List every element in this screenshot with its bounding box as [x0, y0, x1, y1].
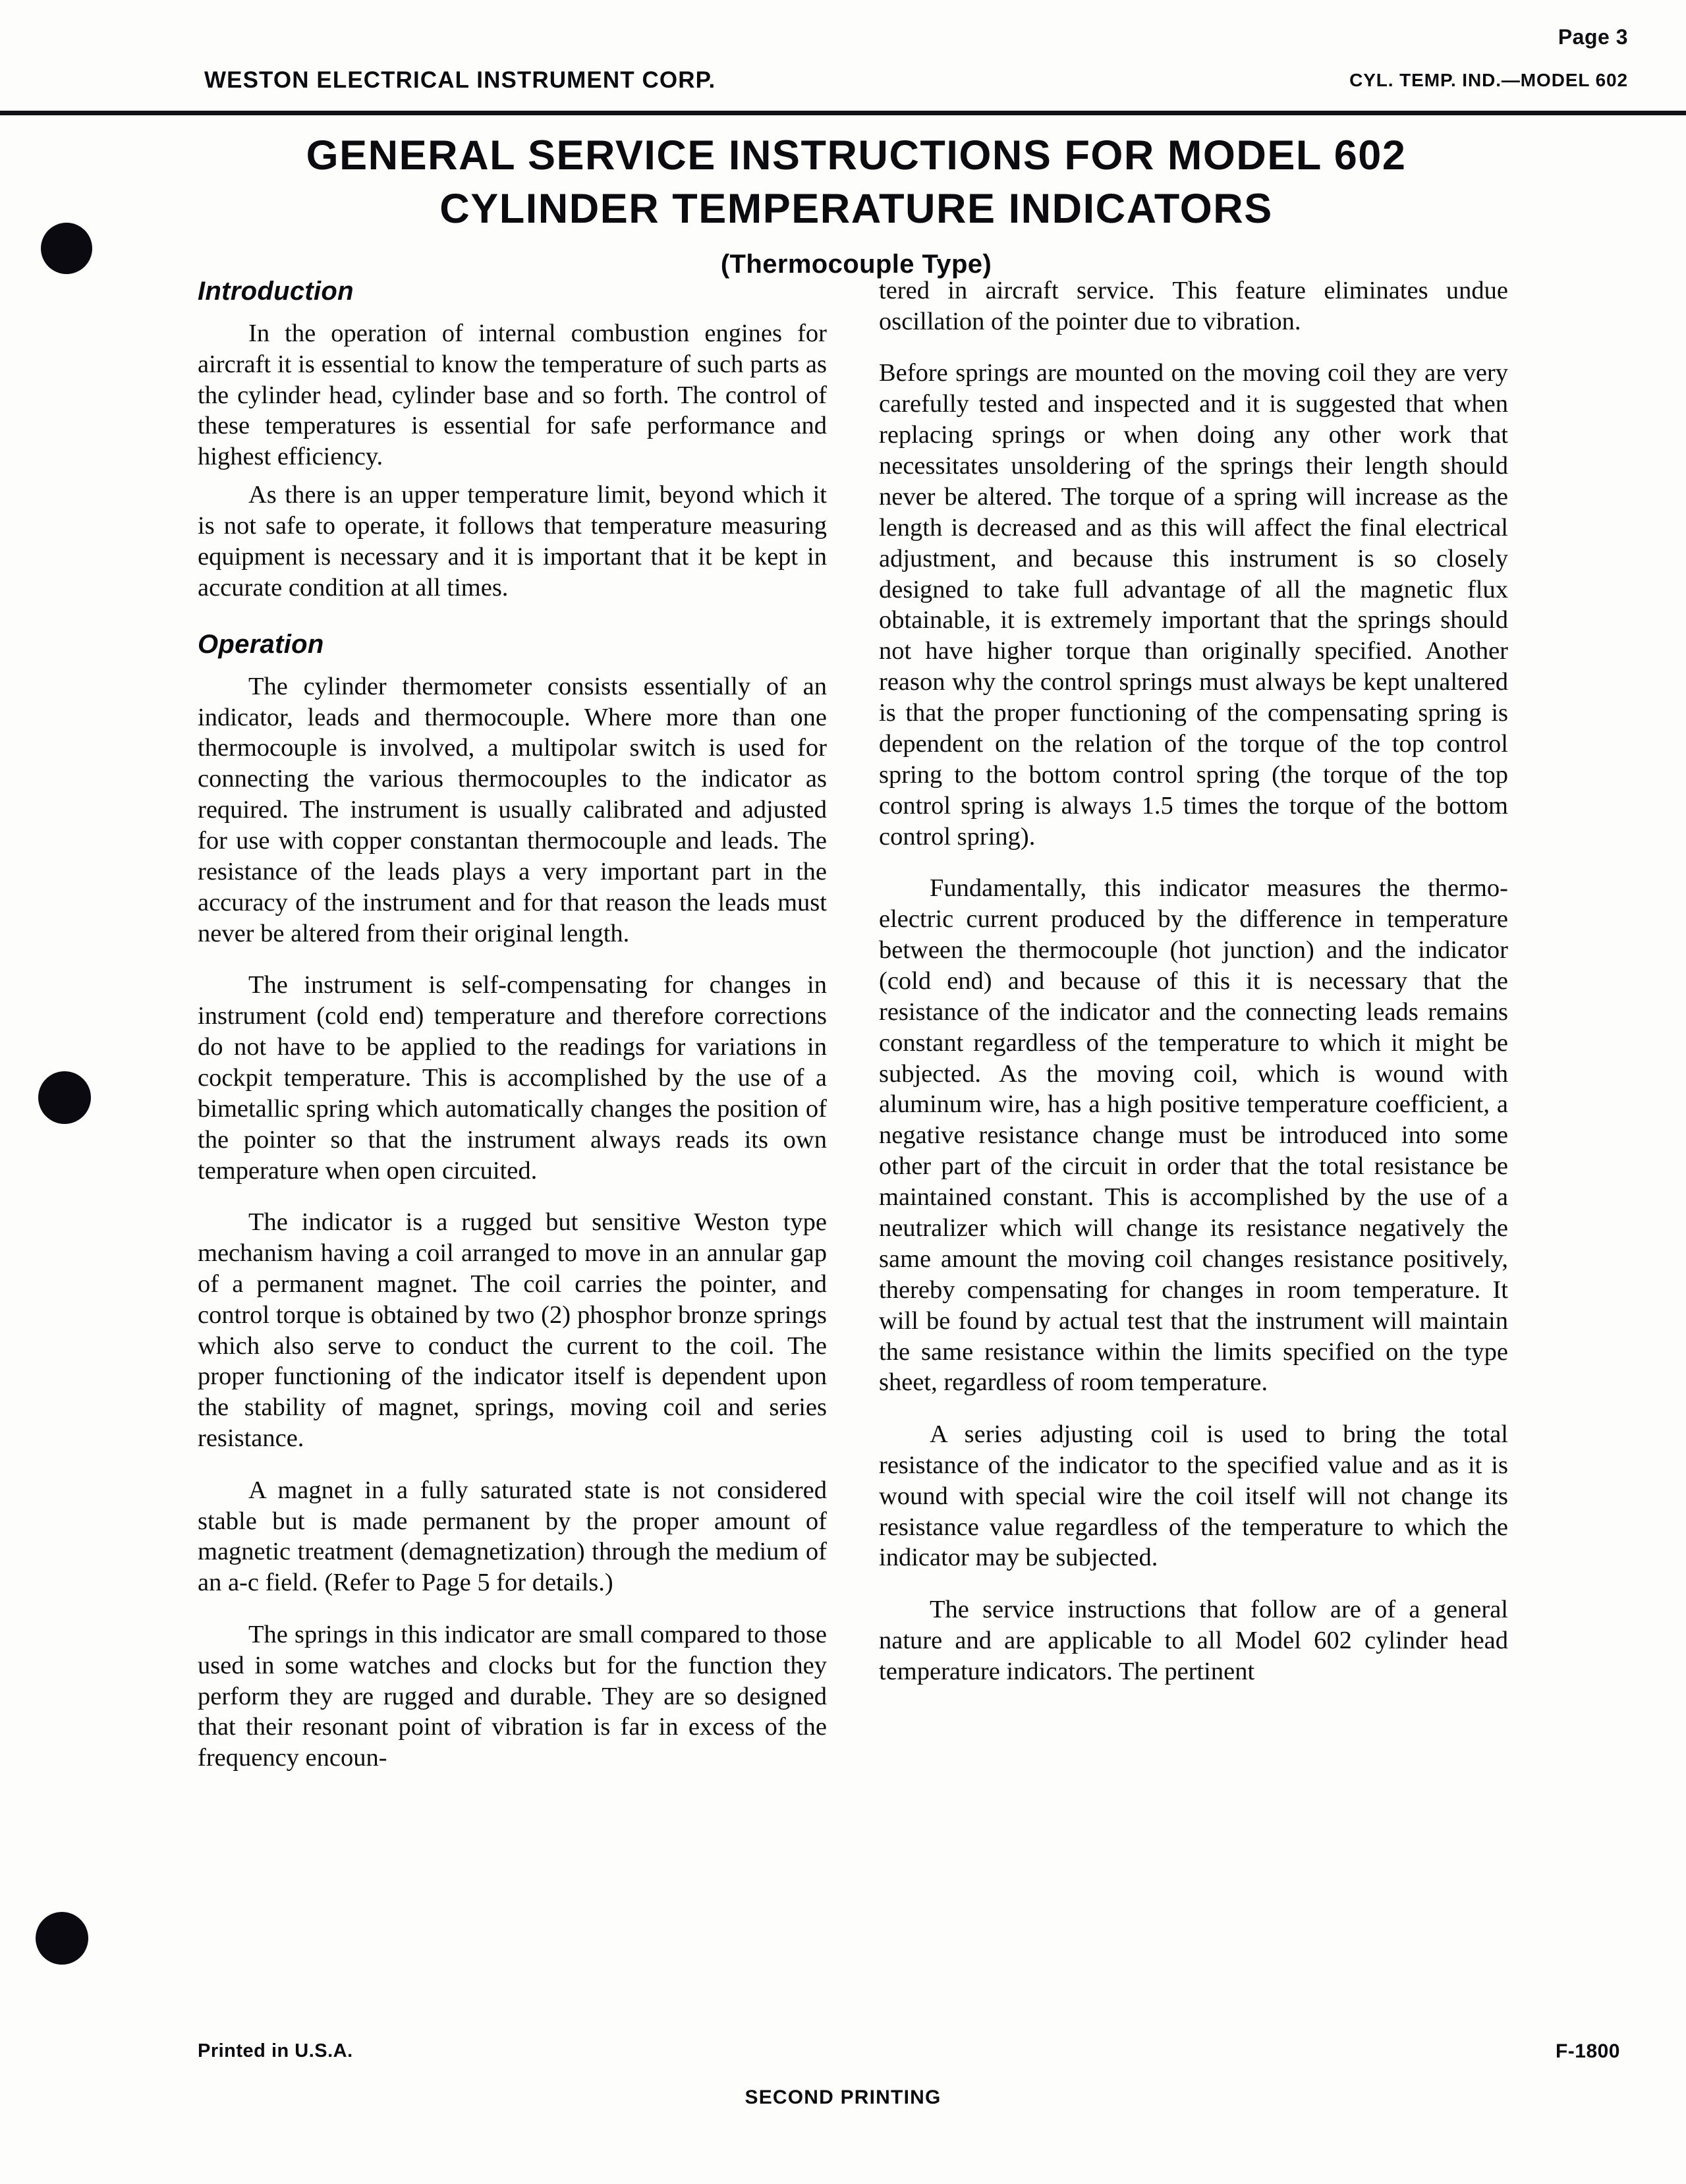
paragraph: The indicator is a rugged but sensitive Weston type mechanism having a coil arranged to move in an annular gap of a permanent magnet. The coil carries the pointer, and control torque is obtained by two (2) phosphor bronze springs which also serve to conduct the current to the coil. The proper functioning of the indicator itself is dependent upon the stability of magnet, springs, moving coil and series resistance.: [198, 1208, 827, 1453]
page-footer: [0, 2040, 1686, 2119]
punch-hole-icon: [38, 1071, 91, 1124]
paragraph: A series adjusting coil is used to bring the total resistance of the indicator to the specified value and as it is wound with special wire the coil itself will not change its resistance value regardless of the temperature to which the indicator may be subjected.: [879, 1420, 1508, 1572]
header-rule: [0, 111, 1686, 115]
paragraph: As there is an upper temperature limit, beyond which it is not safe to operate, it follows that temperature measuring equipment is necessary and it is important that it be kept in accurate condition at all times.: [198, 480, 827, 602]
column-right: [879, 275, 1508, 1774]
article-body: [198, 275, 1509, 1774]
section-heading-introduction: Introduction: [198, 277, 354, 306]
paragraph: The cylinder thermometer consists essentially of an indicator, leads and thermocouple. Where more than one thermocouple is involved, a multipolar switch is used for connecting the various thermocouples to the indicator as required. The instrument is usually calibrated and adjusted for use with copper constantan thermocouple and leads. The resistance of the leads plays a very important part in the accuracy of the instrument and for that reason the leads must never be altered from their original length.: [198, 672, 827, 947]
paragraph: Before springs are mounted on the moving coil they are very carefully tested and inspected and it is suggested that when replacing springs or when doing any other work that necessitates unsoldering of the springs their length should never be altered. The torque of a spring will increase as the length is decreased and as this will affect the final electrical adjustment, and because this instrument is so closely designed to take full advantage of all the magnetic flux obtainable, it is extremely important that the springs should not have higher torque than originally specified. Another reason why the control springs must always be kept unaltered is that the proper functioning of the compensating spring is dependent on the relation of the torque of the top control spring to the bottom control spring (the torque of the top control spring is always 1.5 times the torque of the bottom control spring).: [879, 359, 1508, 851]
document-reference: CYL. TEMP. IND.—MODEL 602: [1349, 70, 1628, 90]
paragraph: The service instructions that follow are of a general nature and are applicable to all Model 602 cylinder head temperature indicators. The pertinent: [879, 1595, 1508, 1685]
section-heading-operation: Operation: [198, 629, 324, 659]
paragraph: A magnet in a fully saturated state is not considered stable but is made permanent by the proper amount of magnetic treatment (demagnetization) through the medium of an a-c field. (Refer to Page 5 for details.): [198, 1476, 827, 1597]
paragraph: The springs in this indicator are small compared to those used in some watches and clocks but for the function they perform they are rugged and durable. They are so designed that their resonant point of vibration is far in excess of the frequency encoun-: [198, 1620, 827, 1772]
company-name: WESTON ELECTRICAL INSTRUMENT CORP.: [204, 67, 716, 93]
paragraph: In the operation of internal combustion engines for aircraft it is essential to know the temperature of such parts as the cylinder head, cylinder base and so forth. The control of these temperatures is essential for safe performance and highest efficiency.: [198, 319, 827, 471]
paragraph-continuation: tered in aircraft service. This feature eliminates undue oscillation of the pointer due to vibration.: [879, 277, 1508, 335]
punch-hole-icon: [36, 1912, 88, 1965]
page-number: Page 3: [1558, 25, 1628, 49]
column-left: [198, 275, 827, 1774]
page-subtitle: (Thermocouple Type): [720, 250, 992, 279]
page-title: [138, 129, 1574, 279]
running-head: [0, 63, 1686, 98]
printing-label: SECOND PRINTING: [745, 2086, 941, 2108]
paragraph: The instrument is self-compensating for changes in instrument (cold end) temperature and therefore corrections do not have to be applied to the readings for variations in cockpit temperature. This is accomplished by the use of a bimetallic spring which automatically changes the position of the pointer so that the instrument always reads its own temperature when open circuited.: [198, 971, 827, 1185]
title-line-2: CYLINDER TEMPERATURE INDICATORS: [439, 185, 1273, 232]
form-number: F-1800: [1555, 2040, 1620, 2062]
punch-hole-icon: [41, 223, 92, 274]
printed-in-label: Printed in U.S.A.: [198, 2040, 353, 2061]
title-line-1: GENERAL SERVICE INSTRUCTIONS FOR MODEL 602: [306, 132, 1407, 179]
paragraph: Fundamentally, this indicator measures the thermo-electric current produced by the difference in temperature between the thermocouple (hot junction) and the indicator (cold end) and because of this it is necessary that the resistance of the indicator and the connecting leads remains constant regardless of the temperature to which it might be subjected. As the moving coil, which is wound with aluminum wire, has a high positive temperature coefficient, a negative resistance change must be introduced into some other part of the circuit in order that the total resistance be maintained constant. This is accomplished by the use of a neutralizer which will change its resistance negatively the same amount the moving coil changes resistance positively, thereby compensating for changes in room temperature. It will be found by actual test that the instrument will maintain the same resistance within the limits specified on the type sheet, regardless of room temperature.: [879, 874, 1508, 1397]
